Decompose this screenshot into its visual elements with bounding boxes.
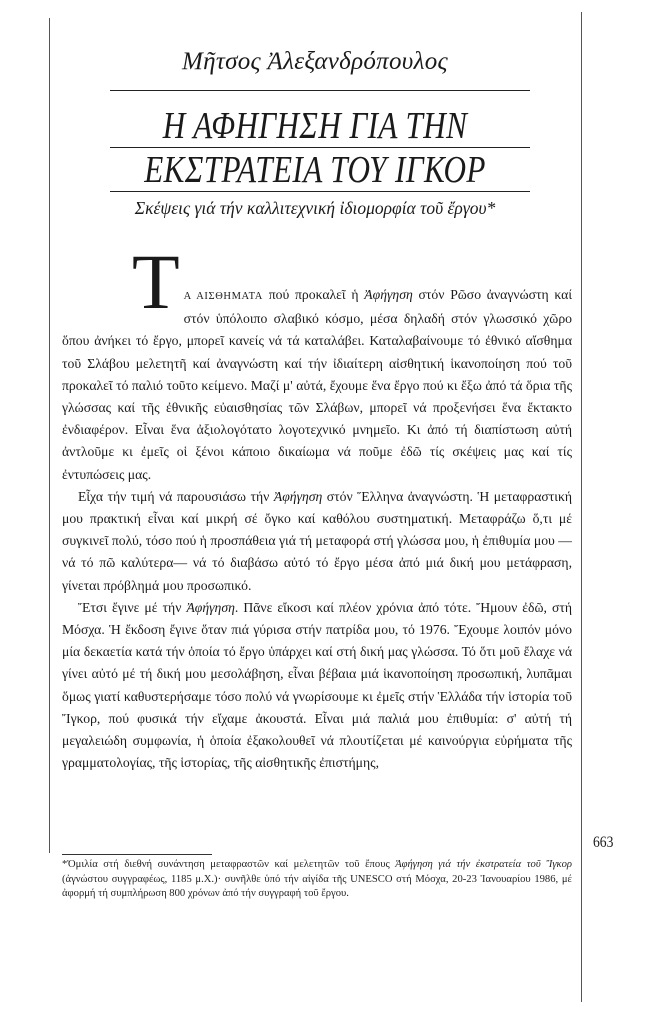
footnote-text-a: *Ὁμιλία στή διεθνή συνάντηση μεταφραστῶν καί μελετητῶν τοῦ ἔπους — [62, 859, 396, 870]
title-line-1: Η ΑΦΗΓΗΣΗ ΓΙΑ ΤΗΝ — [162, 105, 468, 147]
paragraph-3-text-a: Ἔτσι ἔγινε μέ τήν — [78, 599, 187, 615]
paragraph-3-emphasis: Ἀφήγηση — [186, 599, 235, 615]
paragraph-1-emphasis: Ἀφήγηση — [364, 287, 413, 302]
paragraph-1-smallcaps: Α ΑΙΣΘΗΜΑΤΑ — [183, 291, 263, 302]
header-rule-top — [110, 90, 530, 91]
paragraph-2 — [62, 486, 572, 597]
drop-cap: Τ — [132, 238, 180, 325]
footnote-emphasis: Ἀφήγηση γιά τήν ἐκστρατεία τοῦ Ἴγκορ — [395, 859, 572, 870]
page-frame-right-line — [581, 12, 582, 1002]
footnote-text-b: (ἀγνώστου συγγραφέως, 1185 μ.Χ.)· συνῆλθε ὑπό τήν αἰγίδα τῆς UNESCO στή Μόσχα, 20-23 Ἰανουαρίου 1986, μέ ἀφορμή τή συμπλήρωση 800 χρόνων ἀπό τήν συγγραφή τοῦ ἔργου. — [62, 873, 572, 899]
subtitle: Σκέψεις γιά τήν καλλιτεχνική ἰδιομορφία τοῦ ἔργου* — [134, 198, 496, 218]
title-rule-bottom — [110, 191, 530, 192]
paragraph-2-text-a: Εἶχα τήν τιμή νά παρουσιάσω τήν — [78, 488, 274, 504]
page-frame-left-line — [49, 18, 50, 853]
title-line-2: ΕΚΣΤΡΑΤΕΙΑ ΤΟΥ ΙΓΚΟΡ — [144, 149, 486, 191]
paragraph-2-emphasis: Ἀφήγηση — [273, 488, 323, 504]
paragraph-2-text-b: στόν Ἕλληνα ἀναγνώστη. Ἡ μεταφραστική μου πρακτική εἶναι καί μικρή σέ ὄγκο καί καθόλου συστηματική. Μεταφράζω ὅ,τι μέ συγκινεῖ πολύ, τόσο πού ἡ προσπάθεια γιά τή μεταφορά στή γλώσσα μου, ἡ ἐπιθυμία μου —νά τό πῶ καλύτερα— νά τό διαβάσω αὐτό τό ἔργο μέσα ἀπό μιά δική μου μετάφραση, γίνεται πρόβλημά μου προσωπικό. — [62, 488, 573, 593]
paragraph-1 — [62, 238, 573, 486]
paragraph-1-text-b: στόν Ρῶσο ἀναγνώστη καί στόν ὑπόλοιπο σλαβικό κόσμο, μέσα δηλαδή στόν γλωσσικό χῶρο ὅπου ἀνήκει τό ἔργο, μπορεῖ κανείς νά τά καταλάβει. Καταλαβαίνουμε τό ἐθνικό αἴσθημα τοῦ Σλάβου μελετητῆ καί ἀναγνώστη καί τήν ἰδιαίτερη αἰσθητική ἱκανοποίηση πού τοῦ προκαλεῖ τό παλιό τοῦτο κείμενο. Μαζί μ' αὐτά, ἔχουμε ἕνα ἔργο πού κι ἔξω ἀπό τά ὅρια τῆς γλώσσας καί τῆς ἐθνικῆς εὐαισθησίας τῶν Σλάβων, μπορεῖ νά προξενήσει ἕνα ἔκτακτο ἐνδιαφέρον. Εἶναι ἕνα ἀξιολογότατο λογοτεχνικό μνημεῖο. Κι ἀπό τή διαπίστωση αὐτή ἀντλοῦμε κι ἐμεῖς οἱ ξένοι κάποιο δικαίωμα νά ποῦμε ἐδῶ τίς σκέψεις μας καί τίς ἐντυπώσεις μας. — [62, 287, 573, 482]
paragraph-1-text-a: πού προκαλεῖ ἡ — [262, 287, 365, 302]
paragraph-3 — [62, 597, 572, 775]
author-name: Μῆτσος Ἀλεξανδρόπουλος — [182, 48, 448, 75]
footnote — [62, 858, 572, 902]
footnote-rule — [62, 854, 212, 855]
article-body — [62, 238, 573, 774]
page-number: 663 — [593, 834, 614, 851]
paragraph-3-text-b: . Πᾶνε εἴκοσι καί πλέον χρόνια ἀπό τότε. Ἤμουν ἐδῶ, στή Μόσχα. Ἡ ἔκδοση ἔγινε ὅταν πιά γύρισα στήν πατρίδα μου, τό 1976. Ἔχουμε λοιπόν μόνο μία δεκαετία κατά τήν ὁποία τό ἔργο ὑπάρχει καί στή δική μας γλώσσα. Τό ὅτι μοῦ ἔλαχε νά γίνει αὐτό μέ τή δική μου μεσολάβηση, εἶναι βέβαια μιά ἱκανοποίηση προσωπική, λυπᾶμαι ὅμως γιατί καθυστερήσαμε τόσο πολύ νά γνωρίσουμε κι ἐμεῖς στήν Ἑλλάδα τήν ἱστορία τοῦ Ἴγκορ, πού φυσικά τήν εἴχαμε ἀκουστά. Εἶναι μιά παλιά μου ἐπιθυμία: σ' αὐτή τή μεγαλειώδη συμφωνία, ἡ ὁποία ἐξακολουθεῖ νά πλουτίζεται μέ καινούργια εὑρήματα τῆς γραμματολογίας, τῆς ἱστορίας, τῆς αἰσθητικῆς ἐπιστήμης, — [62, 599, 572, 771]
